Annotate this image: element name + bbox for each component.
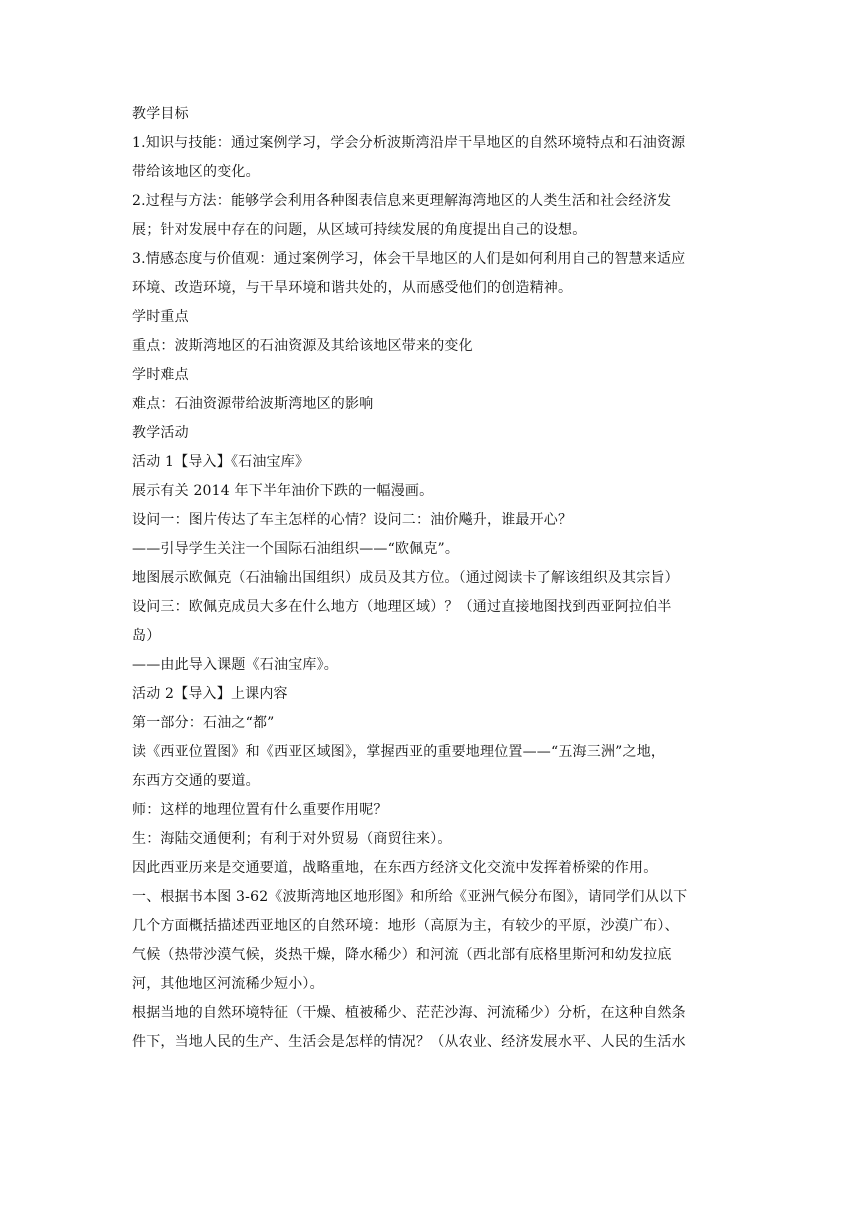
section-one-line-2: 几个方面概括描述西亚地区的自然环境：地形（高原为主，有较少的平原，沙漠广布）、	[132, 918, 679, 934]
analysis-line-2: 件下，当地人民的生产、生活会是怎样的情况？（从农业、经济发展水平、人民的生活水	[132, 1034, 686, 1050]
section-one-line-3: 气候（热带沙漠气候，炎热干燥，降水稀少）和河流（西北部有底格里斯河和幼发拉底	[132, 947, 672, 963]
goal-process-line-1: 2.过程与方法：能够学会利用各种图表信息来更理解海湾地区的人类生活和社会经济发	[132, 193, 672, 209]
part-1-line-1: 读《西亚位置图》和《西亚区域图》，掌握西亚的重要地理位置——“五海三洲”之地，	[132, 744, 666, 760]
goal-process-line-2: 展；针对发展中存在的问题，从区域可持续发展的角度提出自己的设想。	[132, 222, 587, 238]
difficulty-text: 难点：石油资源带给波斯湾地区的影响	[132, 396, 374, 412]
activity-1-line-3: ——引导学生关注一个国际石油组织——“欧佩克”。	[132, 541, 460, 557]
teacher-question: 师：这样的地理位置有什么重要作用呢？	[132, 802, 388, 818]
section-heading-key-points: 学时重点	[132, 309, 189, 325]
activity-2-title: 活动 2【导入】上课内容	[132, 686, 288, 702]
key-point-text: 重点：波斯湾地区的石油资源及其给该地区带来的变化	[132, 338, 473, 354]
section-heading-difficulties: 学时难点	[132, 367, 189, 383]
part-1-title: 第一部分：石油之“都”	[132, 715, 275, 731]
goal-attitude-line-2: 环境、改造环境，与干旱环境和谐共处的，从而感受他们的创造精神。	[132, 280, 573, 296]
goal-knowledge-line-1: 1.知识与技能：通过案例学习，学会分析波斯湾沿岸干旱地区的自然环境特点和石油资源	[132, 135, 686, 151]
activity-1-line-7: ——由此导入课题《石油宝库》。	[132, 657, 338, 673]
part-1-line-2: 东西方交通的要道。	[132, 773, 260, 789]
activity-1-line-1: 展示有关 2014 年下半年油价下跌的一幅漫画。	[132, 483, 434, 499]
section-heading-teaching-goals: 教学目标	[132, 106, 189, 122]
section-one-line-4: 河，其他地区河流稀少短小）。	[132, 976, 324, 992]
document-body	[132, 100, 752, 1057]
student-answer: 生：海陆交通便利；有利于对外贸易（商贸往来）。	[132, 831, 452, 847]
activity-1-title: 活动 1【导入】《石油宝库》	[132, 454, 310, 470]
goal-attitude-line-1: 3.情感态度与价值观：通过案例学习，体会干旱地区的人们是如何利用自己的智慧来适应	[132, 251, 686, 267]
section-one-line-1: 一、根据书本图 3-62《波斯湾地区地形图》和所给《亚洲气候分布图》，请同学们从以下	[132, 889, 688, 905]
section-heading-activities: 教学活动	[132, 425, 189, 441]
activity-1-line-2: 设问一：图片传达了车主怎样的心情？设问二：油价飚升，谁最开心？	[132, 512, 573, 528]
goal-knowledge-line-2: 带给该地区的变化。	[132, 164, 260, 180]
conclusion-line: 因此西亚历来是交通要道，战略重地，在东西方经济文化交流中发挥着桥梁的作用。	[132, 860, 658, 876]
activity-1-line-6: 岛）	[132, 628, 161, 644]
analysis-line-1: 根据当地的自然环境特征（干燥、植被稀少、茫茫沙海、河流稀少）分析，在这种自然条	[132, 1005, 686, 1021]
activity-1-line-5: 设问三：欧佩克成员大多在什么地方（地理区域）？（通过直接地图找到西亚阿拉伯半	[132, 599, 672, 615]
activity-1-line-4: 地图展示欧佩克（石油输出国组织）成员及其方位。（通过阅读卡了解该组织及其宗旨）	[132, 570, 679, 586]
